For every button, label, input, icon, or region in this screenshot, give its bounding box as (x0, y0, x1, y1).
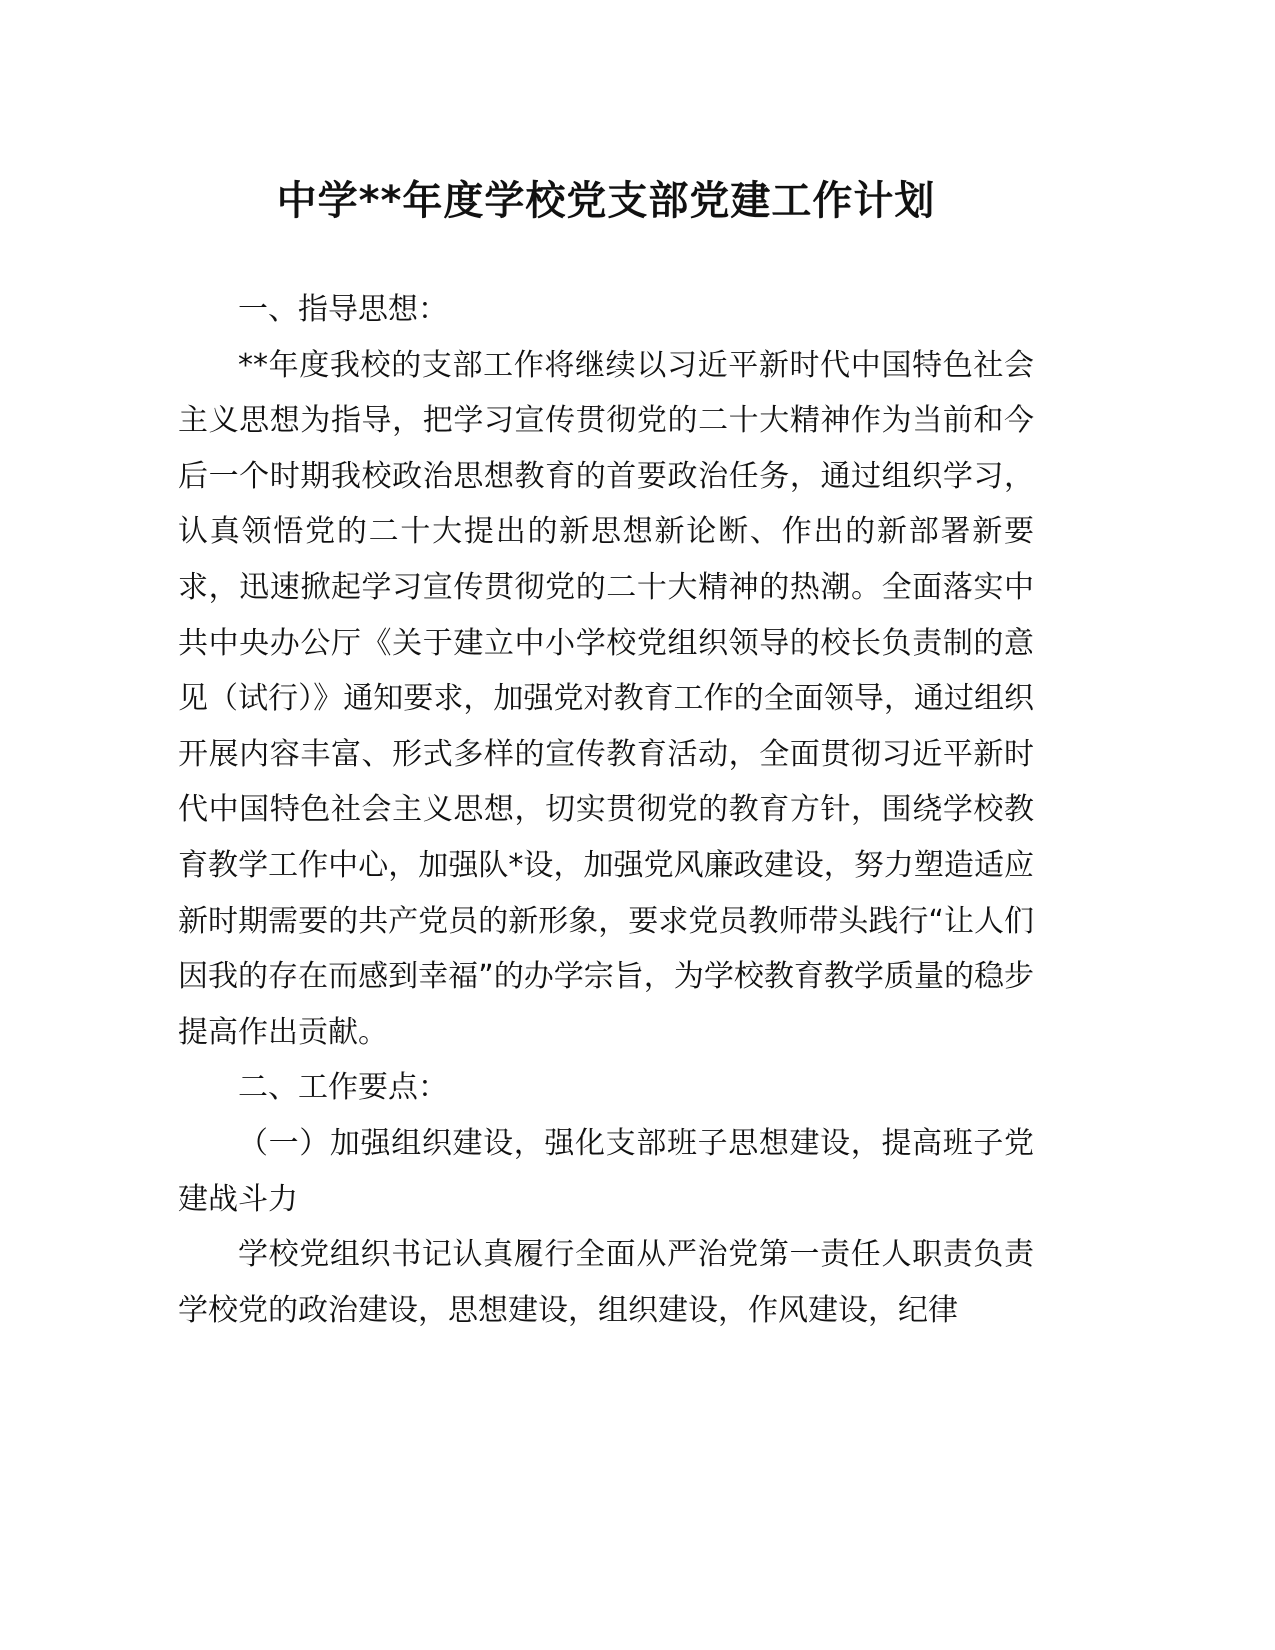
document-title: 中学**年度学校党支部党建工作计划 (276, 177, 936, 224)
subheading-organization-building: （一）加强组织建设，强化支部班子思想建设，提高班子党建战斗力 (178, 1125, 1034, 1217)
heading-guiding-ideology: 一、指导思想： (238, 292, 448, 327)
heading-work-points: 二、工作要点： (238, 1070, 448, 1106)
paragraph-secretary-duties: 学校党组织书记认真履行全面从严治党第一责任人职责负责学校党的政治建设，思想建设，组织建设，作风建设，纪律 (178, 1237, 1034, 1328)
document-body (178, 282, 1034, 1338)
paragraph-guiding-ideology: **年度我校的支部工作将继续以习近平新时代中国特色社会主义思想为指导，把学习宣传贯彻党的二十大精神作为当前和今后一个时期我校政治思想教育的首要政治任务，通过组织学习，认真领悟党的二十大提出的新思想新论断、作出的新部署新要求，迅速掀起学习宣传贯彻党的二十大精神的热潮。全面落实中共中央办公厅《关于建立中小学校党组织领导的校长负责制的意见（试行）》通知要求，加强党对教育工作的全面领导，通过组织开展内容丰富、形式多样的宣传教育活动，全面贯彻习近平新时代中国特色社会主义思想，切实贯彻党的教育方针，围绕学校教育教学工作中心，加强队*设，加强党风廉政建设，努力塑造适应新时期需要的共产党员的新形象，要求党员教师带头践行“让人们因我的存在而感到幸福”的办学宗旨，为学校教育教学质量的稳步提高作出贡献。 (178, 347, 1034, 1050)
